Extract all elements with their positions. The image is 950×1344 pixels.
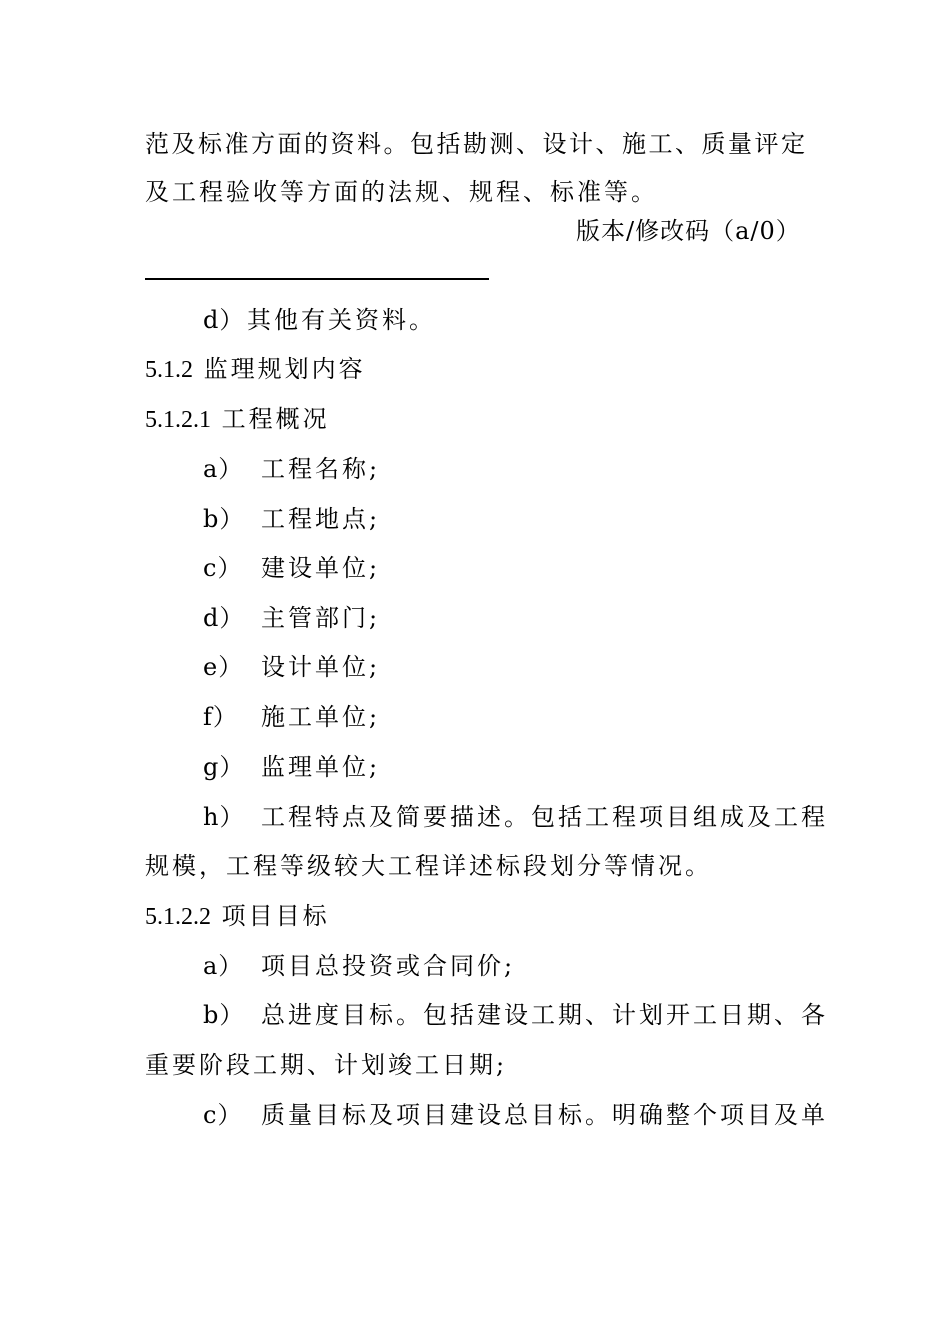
- list-marker: c）: [203, 1101, 243, 1129]
- list-item-text: 施工单位;: [261, 703, 381, 731]
- list-item: [203, 951, 515, 981]
- list-marker: b）: [203, 505, 245, 533]
- section-number: 5.1.2.2: [145, 904, 211, 930]
- list-item-text: 主管部门;: [261, 604, 381, 632]
- list-marker: b）: [203, 1001, 245, 1029]
- section-title: 项目目标: [221, 902, 330, 930]
- list-item-text: 总进度目标。包括建设工期、计划开工日期、各: [261, 1001, 828, 1029]
- list-marker: h）: [203, 803, 245, 831]
- list-item: [203, 553, 380, 583]
- list-item: [203, 603, 380, 633]
- section-heading-5-1-2: [145, 354, 366, 385]
- list-marker: f）: [203, 703, 238, 731]
- section-number: 5.1.2: [145, 357, 193, 383]
- list-marker: d）: [203, 604, 245, 632]
- list-item: [203, 1100, 828, 1130]
- list-item-text: 其他有关资料。: [247, 306, 436, 334]
- section-heading-5-1-2-2: [145, 901, 330, 932]
- list-item-text: 项目总投资或合同价;: [261, 952, 516, 980]
- list-item-text: 质量目标及项目建设总目标。明确整个项目及单: [261, 1101, 828, 1129]
- list-marker: a）: [203, 455, 244, 483]
- list-item-text: 建设单位;: [261, 554, 381, 582]
- section-number: 5.1.2.1: [145, 407, 211, 433]
- list-marker: d）: [203, 306, 245, 334]
- list-marker: e）: [203, 653, 244, 681]
- list-marker: c）: [203, 554, 243, 582]
- list-item-text: 工程特点及简要描述。包括工程项目组成及工程: [261, 803, 828, 831]
- list-item-text: 设计单位;: [261, 653, 381, 681]
- list-item: [203, 454, 380, 484]
- section-title: 监理规划内容: [203, 355, 366, 383]
- list-item: [203, 1000, 828, 1030]
- list-item-text: 工程地点;: [261, 505, 381, 533]
- version-note: 版本/修改码（a/0）: [576, 217, 801, 245]
- list-item: [203, 652, 380, 682]
- list-item: [203, 504, 380, 534]
- list-item: [203, 802, 828, 832]
- section-heading-5-1-2-1: [145, 404, 330, 435]
- list-marker: g）: [203, 753, 245, 781]
- intro-line-2: 及工程验收等方面的法规、规程、标准等。: [145, 178, 658, 206]
- list-item: [203, 702, 380, 732]
- list-item-continuation: 规模，工程等级较大工程详述标段划分等情况。: [145, 852, 712, 880]
- list-item: [203, 752, 380, 782]
- list-item-other-materials: [203, 305, 436, 335]
- section-title: 工程概况: [221, 405, 330, 433]
- list-item-text: 工程名称;: [261, 455, 381, 483]
- list-marker: a）: [203, 952, 244, 980]
- divider-rule: [145, 278, 489, 280]
- intro-line-1: 范及标准方面的资料。包括勘测、设计、施工、质量评定: [145, 130, 805, 158]
- list-item-continuation: 重要阶段工期、计划竣工日期;: [145, 1051, 508, 1079]
- list-item-text: 监理单位;: [261, 753, 381, 781]
